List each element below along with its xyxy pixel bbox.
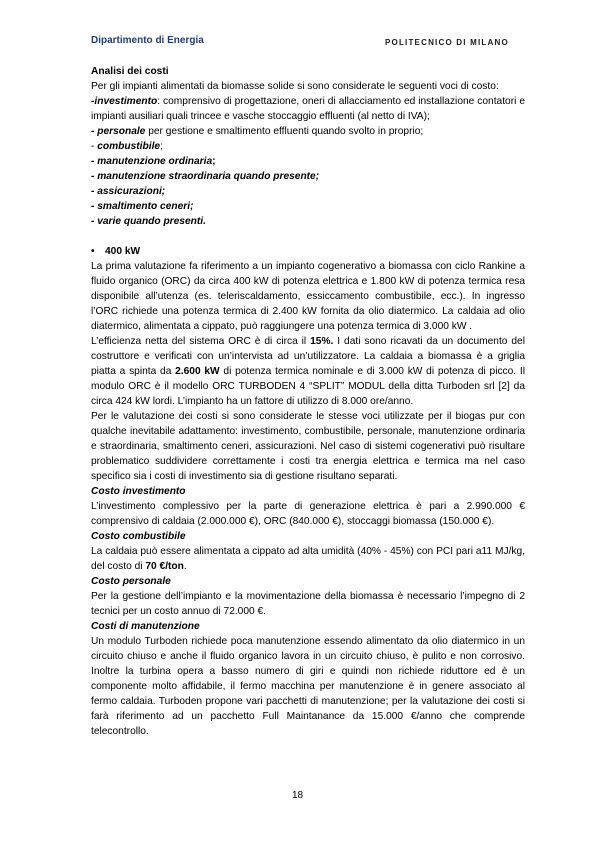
cost-item-manutenzione-ordinaria xyxy=(91,156,216,167)
section-title: Analisi dei costi xyxy=(91,66,169,77)
page-number: 18 xyxy=(291,790,304,801)
cost-item-varie: - varie quando presenti. xyxy=(91,216,206,227)
text-costi-manutenzione: Un modulo Turboden richiede poca manutenzione essendo alimentato da olio diatermico in un circuito chiuso e anche il fluido organico lavora in un circuito chiuso, è pulito e non corrosivo. Inoltre la turbina opera a basso numero di giri e quindi non richiede riduttore ed è un componente molto affidabile, il fermo macchina per manutenzione è in genere associato al fermo caldaia. Turboden propone vari pacchetti di manutenzione; per la valutazione dei costi si farà riferimento ad un pacchetto Full Maintanance da 15.000 €/anno che comprende telecontrollo. xyxy=(91,636,525,737)
text-fragment: . xyxy=(183,561,187,572)
bullet-icon: • xyxy=(91,246,95,257)
bullet-label: 400 kW xyxy=(105,246,141,257)
cost-item-label: - manutenzione ordinaria xyxy=(91,156,213,167)
intro-paragraph xyxy=(91,79,525,229)
heading-costo-investimento: Costo investimento xyxy=(91,486,186,497)
cost-item-manutenzione-straordinaria: - manutenzione straordinaria quando presente; xyxy=(91,171,320,182)
text-fragment: di potenza termica nominale e di 3.000 kW di potenza di picco. Il modulo ORC è il modello ORC TURBODEN 4 “SPLIT” MODUL della ditta Turboden srl [2] da circa 424 kW lordi. L’impianto ha un fattore di utilizzo di 8.000 ore/anno. xyxy=(91,366,525,407)
bullet-heading-400kw xyxy=(91,244,525,259)
text-costo-investimento: L’investimento complessivo per la parte di generazione elettrica è pari a 2.990.000 € comprensivo di caldaia (2.000.000 €), ORC (840.000 €), stoccaggi biomassa (150.000 €). xyxy=(91,501,525,527)
cost-item-text: per gestione e smaltimento effluenti quando svolto in proprio; xyxy=(145,126,424,137)
cost-item-label: - personale xyxy=(91,126,146,137)
heading-costi-manutenzione: Costi di manutenzione xyxy=(91,621,200,632)
heading-costo-personale: Costo personale xyxy=(91,576,171,587)
cost-item-combustibile xyxy=(91,141,163,152)
cost-item-label: -investimento xyxy=(91,96,158,107)
heading-costo-combustibile: Costo combustibile xyxy=(91,531,186,542)
cost-item-text: : comprensivo di progettazione, oneri di allacciamento ed installazione contatori e impianti ausiliari quali trincee e vasche stoccaggio effluenti (al netto di IVA); xyxy=(91,96,525,122)
fuel-cost-value: 70 €/ton xyxy=(145,561,184,572)
cost-item-text: ; xyxy=(212,156,216,167)
paragraph-cost-evaluation: Per le valutazione dei costi si sono considerate le stesse voci utilizzate per il biogas pur con qualche inevitabile adattamento: investimento, combustibile, personale, manutenzione ordinaria e straordinaria, smaltimento ceneri, assicurazioni. Nel caso di sistemi cogenerativi può risultare problematico suddividere correttamente i costi tra energia elettrica e termica ma nel caso specifico sia i costi di investimento sia di gestione risultano separati. xyxy=(91,411,525,482)
text-fragment: La caldaia può essere alimentata a cippato ad alta umidità (40% - 45%) con PCI pari a11 MJ/kg, del costo di xyxy=(91,546,525,572)
cost-item-label: combustibile xyxy=(97,141,161,152)
text-fragment: L’efficienza netta del sistema ORC è di circa il xyxy=(91,336,311,347)
cost-item-prefix: - xyxy=(91,141,98,152)
paragraph-orc-plant: La prima valutazione fa riferimento a un impianto cogenerativo a biomassa con ciclo Rankine a fluido organico (ORC) da circa 400 kW di potenza elettrica e 1.800 kW di potenza termica resa disponibile all’utenza (es. teleriscaldamento, essiccamento combustibile, ecc.). In ingresso l’ORC richiede una potenza termica di 2.400 kW fornita da olio diatermico. La caldaia ad olio diatermico, alimentata a cippato, può raggiungere una potenza termica di 3.000 kW . xyxy=(91,261,525,332)
cost-item-smaltimento-ceneri: - smaltimento ceneri; xyxy=(91,201,194,212)
text-costo-personale: Per la gestione dell’impianto e la movimentazione della biomassa è necessario l’impegno di 2 tecnici per un costo annuo di 72.000 €. xyxy=(91,591,525,617)
text-costo-combustibile xyxy=(91,544,525,574)
cost-item-investimento xyxy=(91,96,525,122)
cost-item-text: ; xyxy=(160,141,163,152)
intro-text: Per gli impianti alimentati da biomasse solide si sono considerate le seguenti voci di costo: xyxy=(91,81,499,92)
paragraph-orc-efficiency xyxy=(91,334,525,409)
document-body xyxy=(91,64,525,739)
university-logo-text: POLITECNICO DI MILANO xyxy=(385,38,509,47)
cost-item-assicurazioni: - assicurazioni; xyxy=(91,186,166,197)
department-name: Dipartimento di Energia xyxy=(91,35,204,46)
efficiency-value: 15%. xyxy=(310,336,334,347)
text-fragment: I dati sono ricavati da un documento del costruttore e verificati con un’intervista ad un’utilizzatore. La caldaia a biomassa è a griglia piatta a spinta da xyxy=(91,336,525,377)
spacer xyxy=(91,229,525,244)
cost-item-personale xyxy=(91,126,423,137)
boiler-power-value: 2.600 kW xyxy=(175,366,220,377)
